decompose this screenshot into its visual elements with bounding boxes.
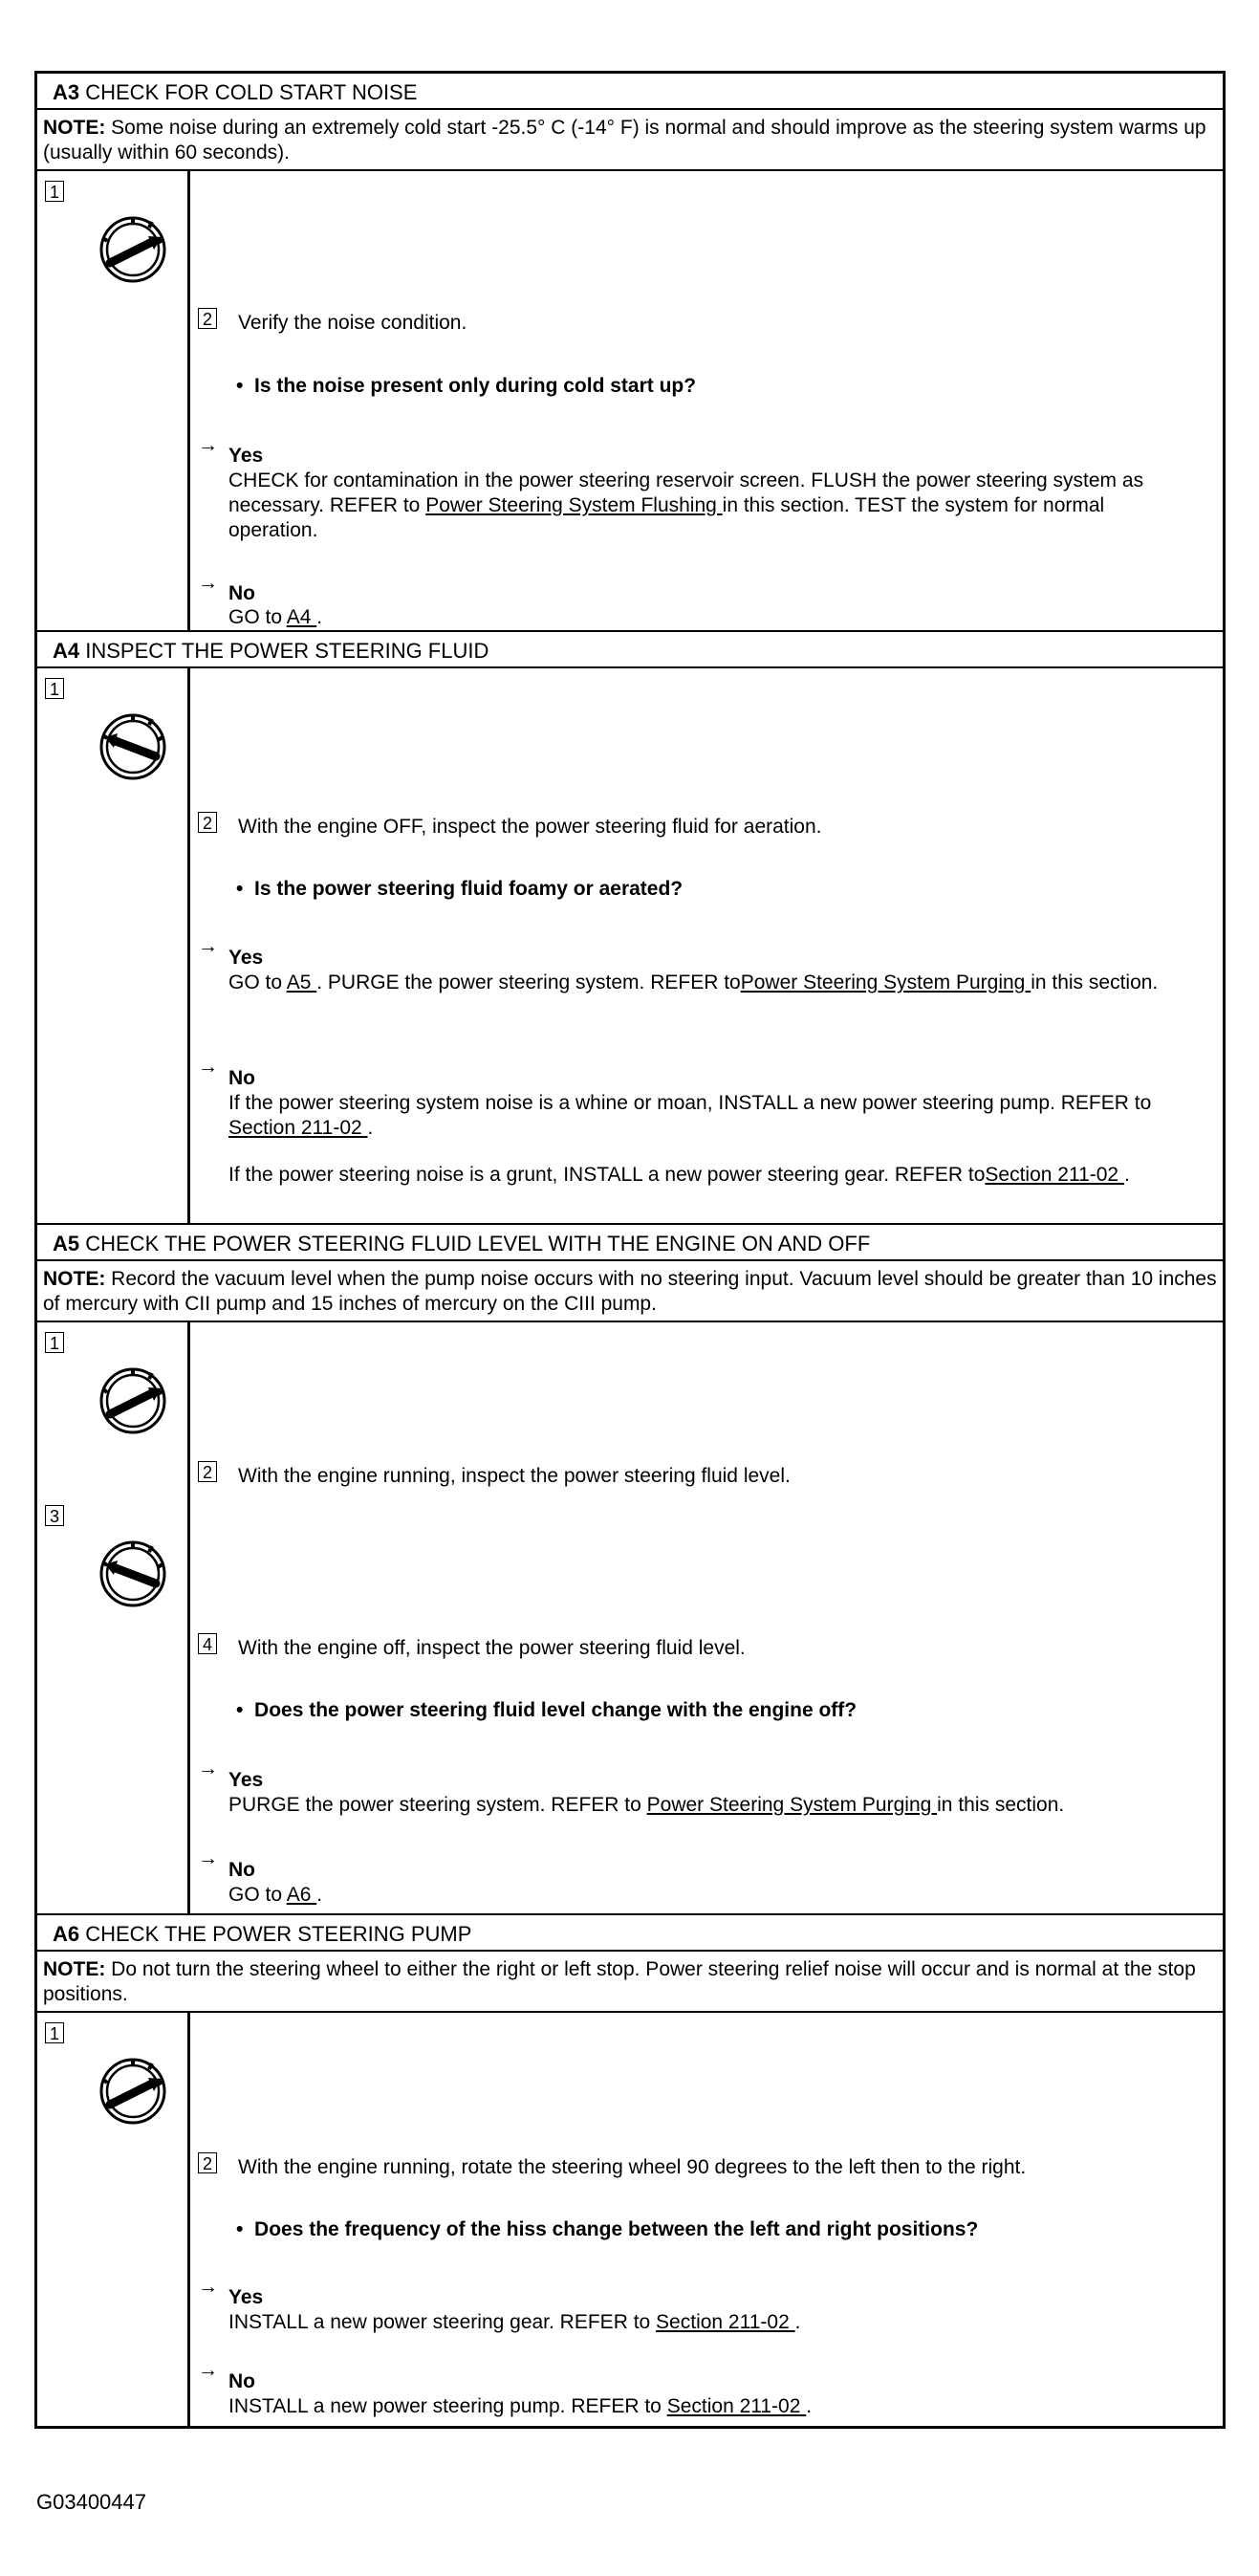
a5-steps [37, 1322, 1223, 1915]
a5-step4-text: With the engine off, inspect the power steering fluid level. [238, 1637, 746, 1659]
a5-step3-box: 3 [45, 1505, 64, 1526]
a3-steps [37, 171, 1223, 632]
a5-header [37, 1225, 1223, 1261]
a6-yes-arrow-icon: → [198, 2276, 218, 2298]
a3-step1-box: 1 [45, 181, 64, 202]
a3-yes-text: CHECK for contamination in the power steering reservoir screen. FLUSH the power steering system as necessary. REFER to Power Steering System Flushing in this section. TEST the system for normal operation. [228, 469, 1144, 541]
ignition-on-icon [95, 2051, 171, 2128]
link-power-steering-purging[interactable]: Power Steering System Purging [646, 1794, 938, 1816]
a5-step2-text: With the engine running, inspect the power steering fluid level. [238, 1465, 791, 1487]
a5-title: CHECK THE POWER STEERING FLUID LEVEL WITH THE ENGINE ON AND OFF [79, 1232, 871, 1255]
a5-step1-box: 1 [45, 1332, 64, 1353]
diagnostic-table [34, 71, 1226, 2429]
a5-step4-box: 4 [198, 1632, 217, 1657]
a4-code: A4 [53, 639, 80, 663]
figure-id: G03400447 [36, 2490, 146, 2514]
a4-no-text-1: If the power steering system noise is a whine or moan, INSTALL a new power steering pump. REFER to Section 211-02 . [228, 1092, 1152, 1139]
a3-no-label: No [228, 582, 255, 604]
a6-note: NOTE: Do not turn the steering wheel to either the right or left stop. Power steering relief noise will occur and is normal at the stop positions. [37, 1952, 1223, 2013]
ignition-off-icon [95, 1534, 171, 1610]
link-power-steering-purging[interactable]: Power Steering System Purging [740, 971, 1031, 993]
a3-note: NOTE: Some noise during an extremely cold start -25.5° C (-14° F) is normal and should improve as the steering system warms up (usually within 60 seconds). [37, 110, 1223, 171]
a3-no-arrow-icon: → [198, 572, 218, 594]
a6-no-label: No [228, 2370, 255, 2392]
a3-question: • Is the noise present only during cold start up? [236, 375, 697, 397]
a5-no-label: No [228, 1859, 255, 1881]
a3-yes-arrow-icon: → [198, 434, 218, 456]
a6-steps [37, 2013, 1223, 2426]
a6-yes-label: Yes [228, 2286, 264, 2308]
a6-step1-box: 1 [45, 2022, 64, 2043]
a5-yes-text: PURGE the power steering system. REFER to Power Steering System Purging in this section. [228, 1794, 1065, 1816]
link-a5[interactable]: A5 [286, 971, 317, 993]
a3-no-text: GO to A4 . [228, 606, 323, 628]
a6-step2-text: With the engine running, rotate the steering wheel 90 degrees to the left then to the right. [238, 2156, 1027, 2178]
a4-icon-column [37, 668, 190, 1223]
a4-no-text-2: If the power steering noise is a grunt, INSTALL a new power steering gear. REFER toSection 211-02 . [228, 1164, 1130, 1186]
a5-note: NOTE: Record the vacuum level when the pump noise occurs with no steering input. Vacuum level should be greater than 10 inches of mercury with CII pump and 15 inches of mercury on the CIII pump. [37, 1261, 1223, 1322]
a6-no-arrow-icon: → [198, 2359, 218, 2381]
bullet-icon: • [236, 878, 244, 900]
ignition-on-icon [95, 1361, 171, 1437]
a5-yes-arrow-icon: → [198, 1757, 218, 1779]
a4-header [37, 632, 1223, 668]
a4-no-label: No [228, 1067, 255, 1089]
link-power-steering-flushing[interactable]: Power Steering System Flushing [425, 494, 723, 516]
a6-code: A6 [53, 1922, 80, 1946]
a4-question: • Is the power steering fluid foamy or aerated? [236, 878, 684, 900]
a4-yes-text: GO to A5 . PURGE the power steering system. REFER toPower Steering System Purging in this section. [228, 971, 1159, 993]
a5-step2-box: 2 [198, 1461, 217, 1482]
a6-icon-column [37, 2013, 190, 2426]
a4-no-arrow-icon: → [198, 1056, 218, 1078]
a4-yes-label: Yes [228, 947, 264, 969]
a6-no-text: INSTALL a new power steering pump. REFER to Section 211-02 . [228, 2395, 813, 2417]
bullet-icon: • [236, 2218, 244, 2240]
link-section-211-02[interactable]: Section 211-02 [985, 1164, 1124, 1186]
link-section-211-02[interactable]: Section 211-02 [666, 2395, 807, 2417]
bullet-icon: • [236, 375, 244, 397]
a6-yes-text: INSTALL a new power steering gear. REFER to Section 211-02 . [228, 2311, 801, 2333]
a4-title: INSPECT THE POWER STEERING FLUID [79, 639, 489, 663]
a3-header [37, 74, 1223, 110]
a4-steps [37, 668, 1223, 1225]
ignition-on-icon [95, 209, 171, 286]
link-a6[interactable]: A6 [286, 1884, 317, 1906]
a6-header [37, 1915, 1223, 1952]
a3-step2-box: 2 [198, 308, 217, 329]
bullet-icon: • [236, 1699, 244, 1721]
link-a4[interactable]: A4 [286, 606, 317, 628]
a6-title: CHECK THE POWER STEERING PUMP [79, 1922, 472, 1946]
a5-question: • Does the power steering fluid level change with the engine off? [236, 1699, 857, 1721]
a4-step1-box: 1 [45, 678, 64, 699]
a6-step2-box: 2 [198, 2152, 217, 2173]
a4-yes-arrow-icon: → [198, 935, 218, 957]
a5-no-arrow-icon: → [198, 1847, 218, 1869]
a3-step2-text: Verify the noise condition. [238, 312, 467, 334]
a5-yes-label: Yes [228, 1769, 264, 1791]
link-section-211-02[interactable]: Section 211-02 [228, 1117, 368, 1139]
a3-code: A3 [53, 80, 80, 104]
a5-no-text: GO to A6 . [228, 1884, 323, 1906]
ignition-off-icon [95, 707, 171, 783]
link-section-211-02[interactable]: Section 211-02 [656, 2311, 795, 2333]
a5-icon-column [37, 1322, 190, 1913]
a3-title: CHECK FOR COLD START NOISE [79, 80, 418, 104]
a4-step2-text: With the engine OFF, inspect the power steering fluid for aeration. [238, 816, 822, 838]
a4-step2-box: 2 [198, 812, 217, 833]
a3-yes-label: Yes [228, 445, 264, 467]
a6-question: • Does the frequency of the hiss change between the left and right positions? [236, 2218, 979, 2240]
a5-code: A5 [53, 1232, 80, 1255]
a3-icon-column [37, 171, 190, 630]
